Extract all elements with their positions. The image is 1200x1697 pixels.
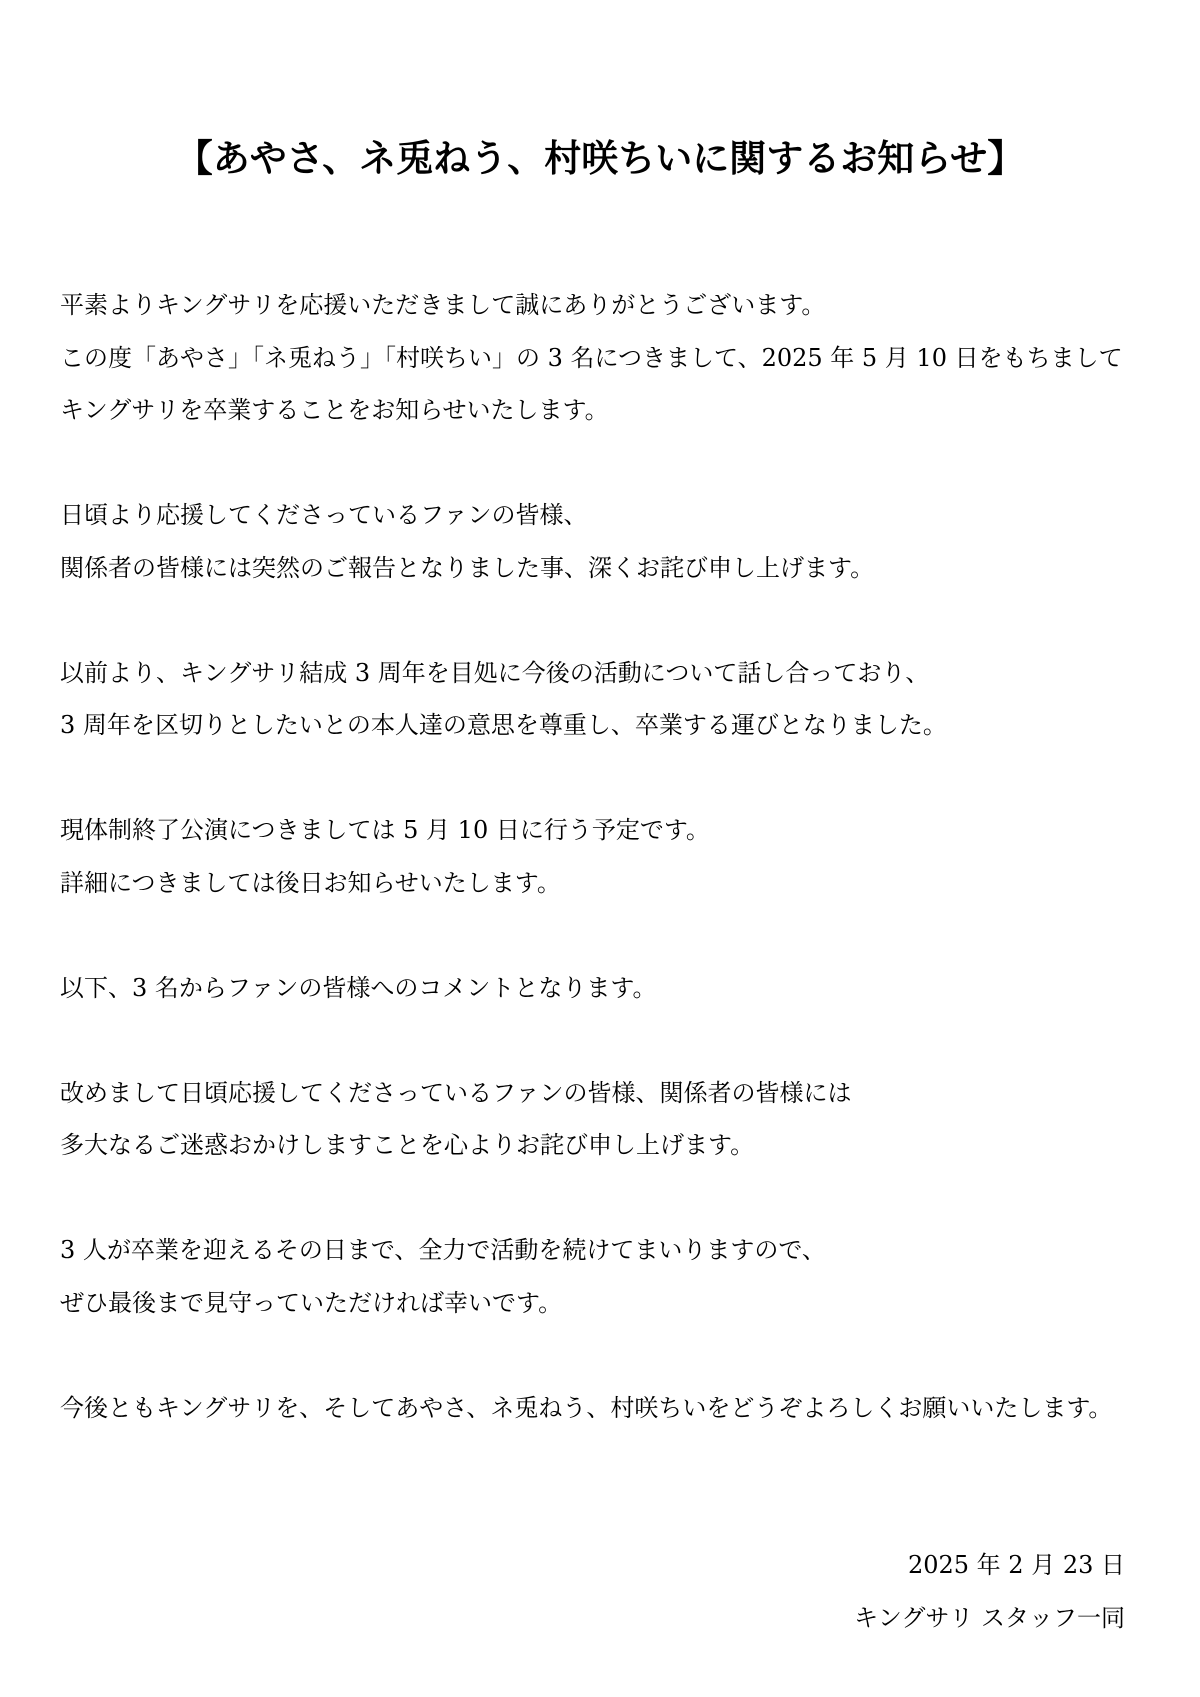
signature-line: キングサリ スタッフ一同 xyxy=(854,1603,1125,1632)
signature-block xyxy=(0,1539,1200,1644)
body-line: 日頃より応援してくださっているファンの皆様、 xyxy=(60,501,588,529)
body-line: 以前より、キングサリ結成 3 周年を目処に今後の活動について話し合っており、 xyxy=(60,658,930,687)
paragraph-apology xyxy=(60,489,1170,594)
body-line: 改めまして日頃応援してくださっているファンの皆様、関係者の皆様には xyxy=(60,1078,852,1107)
paragraph-comments-intro xyxy=(60,962,1170,1015)
body-line: 今後ともキングサリを、そしてあやさ、ネ兎ねう、村咲ちいをどうぞよろしくお願いいたします。 xyxy=(60,1393,1113,1422)
body-line: 詳細につきましては後日お知らせいたします。 xyxy=(60,868,561,897)
body-line: 関係者の皆様には突然のご報告となりました事、深くお詫び申し上げます。 xyxy=(60,553,875,582)
body-line: この度「あやさ」「ネ兎ねう」「村咲ちい」の 3 名につきまして、2025 年 5 月 10 日をもちまして xyxy=(60,343,1123,372)
document-body xyxy=(0,279,1200,1434)
body-line: ぜひ最後まで見守っていただければ幸いです。 xyxy=(60,1288,563,1317)
paragraph-reason xyxy=(60,647,1170,752)
paragraph-apology-2 xyxy=(60,1067,1170,1172)
paragraph-greeting xyxy=(60,279,1170,437)
body-line: 3 人が卒業を迎えるその日まで、全力で活動を続けてまいりますので、 xyxy=(60,1236,826,1264)
paragraph-closing xyxy=(60,1382,1170,1435)
page-title: 【あやさ、ネ兎ねう、村咲ちいに関するお知らせ】 xyxy=(175,136,1025,180)
date-line: 2025 年 2 月 23 日 xyxy=(907,1551,1125,1579)
body-line: 3 周年を区切りとしたいとの本人達の意思を尊重し、卒業する運びとなりました。 xyxy=(60,711,947,739)
body-line: 平素よりキングサリを応援いただきまして誠にありがとうございます。 xyxy=(60,291,826,319)
body-line: 多大なるご迷惑おかけしますことを心よりお詫び申し上げます。 xyxy=(60,1131,755,1159)
body-line: 以下、3 名からファンの皆様へのコメントとなります。 xyxy=(60,973,657,1002)
body-line: 現体制終了公演につきましては 5 月 10 日に行う予定です。 xyxy=(60,816,710,844)
paragraph-until-graduation xyxy=(60,1224,1170,1329)
body-line: キングサリを卒業することをお知らせいたします。 xyxy=(60,396,609,424)
paragraph-final-show xyxy=(60,804,1170,909)
